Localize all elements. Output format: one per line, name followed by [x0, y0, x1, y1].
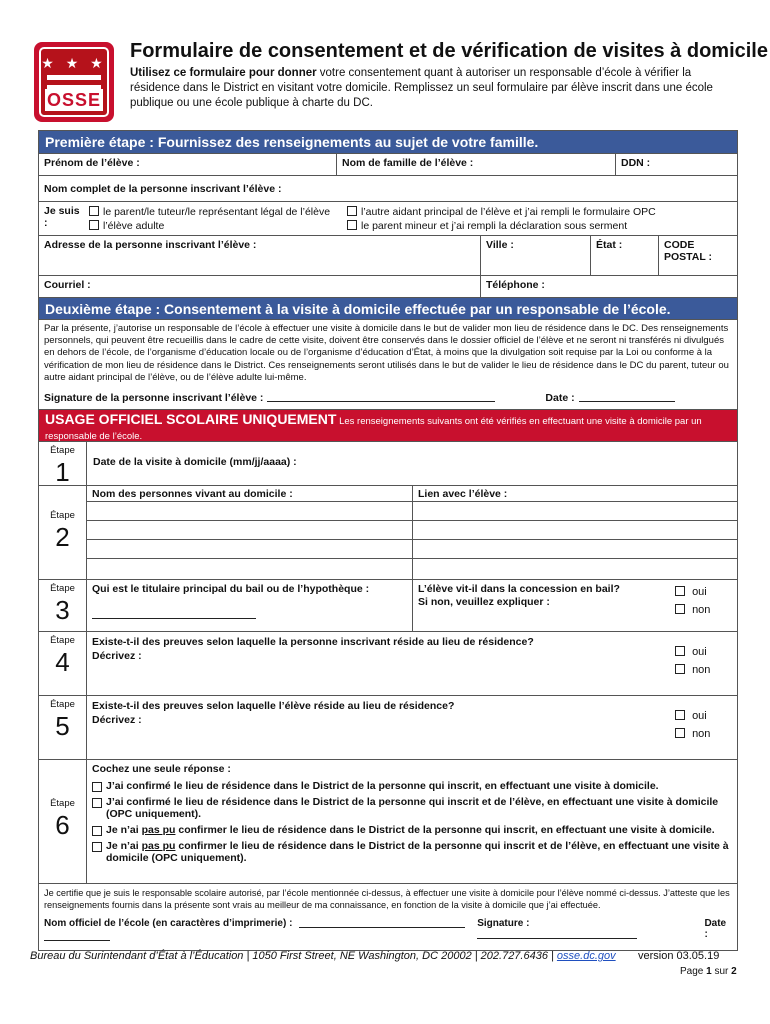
checkbox-icon [89, 206, 99, 216]
officer-name-line[interactable] [299, 918, 465, 928]
checkbox-icon [675, 586, 685, 596]
opt-adult[interactable]: l’élève adulte [89, 219, 343, 233]
consent-text: Par la présente, j’autorise un responsable de l’école à effectuer une visite à domicile dans le but de valider mon lieu de résidence dans le DC. Des renseignements personnels, qui peuvent être recueillis dans le cadre de cette visite, doivent être conservés dans le dossier officiel de l’élève et ne seront ni transférés ni divulgués en dehors de l’école, de l’organisme d’éducation locale ou de l’organisme d’éducation d’État, à moins que la divulgation soit requise par la Loi ou conforme à la vérification de mon lieu de résidence dans le District. Ces renseignements seront utilisés dans le but de valider le lieu de résidence dans le DC du parent, tuteur ou autre aidant principal de l’élève, ou de l’élève adulte lui-même. [39, 319, 737, 387]
officer-name-label: Nom officiel de l’école (en caractères d’imprimerie) : [44, 918, 293, 930]
lease-question: L’élève vit-il dans la concession en bail? [418, 583, 620, 595]
officer-signature-label: Signature : [477, 918, 530, 930]
checkbox-icon [675, 710, 685, 720]
checkbox-icon [89, 220, 99, 230]
last-name-field[interactable]: Nom de famille de l’élève : [336, 154, 615, 175]
checkbox-icon [675, 646, 685, 656]
yes-option[interactable]: oui [675, 646, 737, 658]
address-field[interactable]: Adresse de la personne inscrivant l’élève : [44, 239, 257, 251]
checkbox-icon [92, 826, 102, 836]
checkbox-icon [675, 604, 685, 614]
household-names-header: Nom des personnes vivant au domicile : [87, 486, 413, 501]
relationship-cell[interactable] [413, 521, 737, 539]
step-4-label: Étape 4 [39, 632, 87, 695]
checkbox-icon [347, 206, 357, 216]
step-2-label: Étape 2 [39, 486, 87, 579]
official-use-heading: USAGE OFFICIEL SCOLAIRE UNIQUEMENT Les renseignements suivants ont été vérifiés en effectuant une visite à domicile par un responsable de l’école. [39, 409, 737, 441]
officer-signature-line[interactable] [477, 929, 637, 939]
opt-minor[interactable]: le parent mineur et j’ai rempli la déclaration sous serment [347, 219, 737, 233]
officer-date-label: Date : [704, 918, 727, 941]
full-name-field[interactable]: Nom complet de la personne inscrivant l’élève : [44, 183, 282, 195]
page-number: Page 1 sur 2 [680, 966, 737, 977]
intro-text: Utilisez ce formulaire pour donner votre consentement quant à autoriser un responsable d’école à vérifier la résidence dans le District en visitant votre domicile. Remplissez un seul formulaire par élève inscrit dans une école publique ou une école publique à charte du DC. [130, 67, 713, 109]
step-6-label: Étape 6 [39, 760, 87, 883]
relationship-header: Lien avec l’élève : [418, 488, 508, 500]
logo-stars: ★ ★ ★ [41, 55, 107, 71]
zip-field[interactable]: CODE POSTAL : [658, 236, 737, 275]
version-label: version 03.05.19 [638, 950, 720, 962]
yes-option[interactable]: oui [675, 586, 737, 598]
no-option[interactable]: non [675, 604, 737, 616]
step-1-label: Étape 1 [39, 442, 87, 485]
no-option[interactable]: non [675, 728, 737, 740]
step1-heading: Première étape : Fournissez des renseignements au sujet de votre famille. [39, 131, 737, 153]
dob-field[interactable]: DDN : [615, 154, 737, 175]
opt-parent[interactable]: le parent/le tuteur/le représentant légal de l’élève [89, 205, 343, 219]
phone-field[interactable]: Téléphone : [480, 276, 737, 297]
page-title: Formulaire de consentement et de vérification de visites à domicile [130, 40, 768, 62]
first-name-field[interactable]: Prénom de l’élève : [44, 157, 140, 169]
household-cell[interactable] [87, 540, 413, 558]
result-option-1[interactable]: J’ai confirmé le lieu de résidence dans le District de la personne qui inscrit, en effectuant une visite à domicile. [87, 778, 737, 794]
no-option[interactable]: non [675, 664, 737, 676]
yes-option[interactable]: oui [675, 710, 737, 722]
household-cell[interactable] [87, 521, 413, 539]
signature-label: Signature de la personne inscrivant l’élève : [44, 392, 264, 404]
result-option-4[interactable]: Je n’ai pas pu confirmer le lieu de résidence dans le District de la personne qui inscrit et de l’élève, en effectuant une visite à domicile (OPC uniquement). [87, 838, 737, 866]
je-suis-label: Je suis : [44, 205, 80, 229]
step-3-label: Étape 3 [39, 580, 87, 631]
date-line[interactable] [579, 392, 675, 402]
checkbox-icon [675, 728, 685, 738]
choose-one-label: Cochez une seule réponse : [92, 763, 231, 775]
osse-link[interactable]: osse.dc.gov [556, 950, 616, 962]
visit-date-field[interactable]: Date de la visite à domicile (mm/jj/aaaa) : [93, 456, 297, 468]
step2-heading: Deuxième étape : Consentement à la visite à domicile effectuée par un responsable de l’école. [39, 297, 737, 319]
result-option-3[interactable]: Je n’ai pas pu confirmer le lieu de résidence dans le District de la personne qui inscrit, en effectuant une visite à domicile. [87, 822, 737, 838]
lease-holder-field[interactable]: Qui est le titulaire principal du bail ou de l’hypothèque : [87, 580, 413, 631]
household-cell[interactable] [87, 502, 413, 520]
step-5-label: Étape 5 [39, 696, 87, 759]
opt-caregiver[interactable]: l’autre aidant principal de l’élève et j’ai rempli le formulaire OPC [347, 205, 737, 219]
checkbox-icon [347, 220, 357, 230]
household-cell[interactable] [87, 559, 413, 579]
checkbox-icon [92, 782, 102, 792]
email-field[interactable]: Courriel : [44, 279, 91, 291]
checkbox-icon [675, 664, 685, 674]
signature-line[interactable] [267, 392, 495, 402]
relationship-cell[interactable] [413, 559, 737, 579]
result-option-2[interactable]: J’ai confirmé le lieu de résidence dans le District de la personne qui inscrit et de l’élève, en effectuant une visite à domicile (OPC uniquement). [87, 794, 737, 822]
city-field[interactable]: Ville : [480, 236, 590, 275]
state-field[interactable]: État : [590, 236, 658, 275]
certification-text: Je certifie que je suis le responsable scolaire autorisé, par l’école mentionnée ci-dessus, à effectuer une visite à domicile pour l’élève nommé ci-dessus. J’atteste que les renseignements fournis dans la présente sont vrais au meilleur de ma connaissance, en fonction de la visite à domicile que j’ai effectuée. [39, 883, 737, 914]
relationship-cell[interactable] [413, 540, 737, 558]
checkbox-icon [92, 842, 102, 852]
enroller-evidence-field[interactable]: Existe-t-il des preuves selon laquelle la personne inscrivant réside au lieu de résidence? Décrivez : [92, 636, 534, 662]
osse-logo [34, 42, 114, 122]
logo-text: OSSE [46, 90, 102, 110]
explain-label: Si non, veuillez expliquer : [418, 596, 550, 608]
student-evidence-field[interactable]: Existe-t-il des preuves selon laquelle l’élève réside au lieu de résidence? Décrivez : [92, 700, 455, 726]
date-label: Date : [545, 392, 575, 404]
checkbox-icon [92, 798, 102, 808]
relationship-cell[interactable] [413, 502, 737, 520]
consent-form [38, 130, 738, 951]
footer-address: Bureau du Surintendant d’État à l’Éducation | 1050 First Street, NE Washington, DC 20002 | 202.727.6436 | osse.dc.gov [30, 950, 616, 962]
